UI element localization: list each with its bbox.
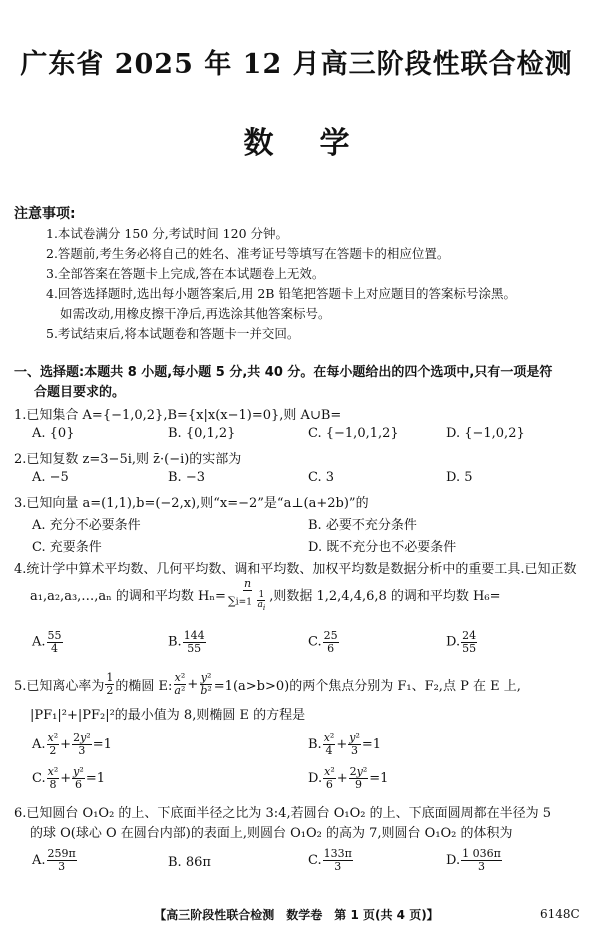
q1-option-a: A. {0} xyxy=(32,426,75,441)
q4-stem-part1: a₁,a₂,a₃,…,aₙ 的调和平均数 Hₙ= xyxy=(30,589,226,605)
question-5-stem: 5.已知离心率为 $\frac{1}{2}$ 的椭圆 E: $\frac{\text{x²}}{\text{a²}}$ + $\frac{\text{y²}}{\text{b²}}$ =1(a>b>0)的两个焦点分别为 F₁、F₂,点 P 在 E 上, xyxy=(14,671,521,697)
q4-option-a: A. $\frac{55}{4}$ xyxy=(32,629,62,655)
note-item: 4.回答选择题时,选出每小题答案后,用 2B 铅笔把答题卡上对应题目的答案标号涂黑。 xyxy=(46,286,516,301)
question-2-stem: 2.已知复数 z=3−5i,则 z̄·(−i)的实部为 xyxy=(14,452,242,467)
q5-option-a: A. $\frac{\text{x²}}{2}$ + $\frac{\text{2y²}}{3}$ =1 xyxy=(32,731,112,757)
question-4-stem: 4.统计学中算术平均数、几何平均数、调和平均数、加权平均数是数据分析中的重要工具.已知正数 xyxy=(14,562,577,577)
harmonic-mean-fraction: n ∑i=1 $\frac{1}{a_i}$ xyxy=(227,577,266,612)
paper-code: 6148C xyxy=(540,907,580,921)
section-heading-cont: 合题目要求的。 xyxy=(34,385,126,400)
question-1-stem: 1.已知集合 A={−1,0,2},B={x|x(x−1)=0},则 A∪B= xyxy=(14,408,342,423)
q6-option-d: D. $\frac{1 036\pi}{3}$ xyxy=(446,847,501,873)
note-item: 如需改动,用橡皮擦干净后,再选涂其他答案标号。 xyxy=(60,306,331,321)
subject-title: 数学 xyxy=(243,126,396,161)
q4-stem-part2: ,则数据 1,2,4,4,6,8 的调和平均数 H₆= xyxy=(269,589,501,605)
q3-option-b: B. 必要不充分条件 xyxy=(308,518,417,533)
q6-option-b: B. 86π xyxy=(168,855,211,870)
q5-option-b: B. $\frac{\text{x²}}{4}$ + $\frac{\text{y²}}{3}$ =1 xyxy=(308,731,382,757)
question-6-stem: 6.已知圆台 O₁O₂ 的上、下底面半径之比为 3:4,若圆台 O₁O₂ 的上、下底面圆周都在半径为 5 xyxy=(14,806,551,821)
question-4-formula-line xyxy=(30,578,500,612)
q6-option-a: A. $\frac{259\pi}{3}$ xyxy=(32,847,76,873)
q1-option-b: B. {0,1,2} xyxy=(168,426,236,441)
q2-option-d: D. 5 xyxy=(446,470,473,485)
exam-title: 广东省 2025 年 12 月高三阶段性联合检测 xyxy=(20,49,573,80)
q3-option-a: A. 充分不必要条件 xyxy=(32,518,141,533)
q2-option-b: B. −3 xyxy=(168,470,205,485)
page-footer: 【高三阶段性联合检测 数学卷 第 1 页(共 4 页)】 xyxy=(154,908,439,922)
q1-option-d: D. {−1,0,2} xyxy=(446,426,525,441)
question-3-stem: 3.已知向量 a=(1,1),b=(−2,x),则“x=−2”是“a⊥(a+2b)”的 xyxy=(14,496,369,511)
section-heading: 一、选择题:本题共 8 小题,每小题 5 分,共 40 分。在每小题给出的四个选项中,只有一项是符 xyxy=(14,365,553,380)
q2-option-c: C. 3 xyxy=(308,470,335,485)
q3-option-d: D. 既不充分也不必要条件 xyxy=(308,540,457,555)
q4-option-c: C. $\frac{25}{6}$ xyxy=(308,629,338,655)
q5-option-c: C. $\frac{\text{x²}}{8}$ + $\frac{\text{y²}}{6}$ =1 xyxy=(32,765,105,791)
question-5-stem-cont: |PF₁|²+|PF₂|²的最小值为 8,则椭圆 E 的方程是 xyxy=(30,708,306,723)
note-item: 3.全部答案在答题卡上完成,答在本试题卷上无效。 xyxy=(46,266,325,281)
q2-option-a: A. −5 xyxy=(32,470,69,485)
note-item: 5.考试结束后,将本试题卷和答题卡一并交回。 xyxy=(46,326,300,341)
question-6-stem-cont: 的球 O(球心 O 在圆台内部)的表面上,则圆台 O₁O₂ 的高为 7,则圆台 O₁O₂ 的体积为 xyxy=(30,826,513,841)
q4-option-b: B. $\frac{144}{55}$ xyxy=(168,629,205,655)
note-item: 2.答题前,考生务必将自己的姓名、准考证号等填写在答题卡的相应位置。 xyxy=(46,246,450,261)
q6-option-c: C. $\frac{133\pi}{3}$ xyxy=(308,847,352,873)
q4-option-d: D. $\frac{24}{55}$ xyxy=(446,629,477,655)
q3-option-c: C. 充要条件 xyxy=(32,540,102,555)
q5-option-d: D. $\frac{\text{x²}}{6}$ + $\frac{\text{2y²}}{9}$ =1 xyxy=(308,765,389,791)
notes-heading: 注意事项: xyxy=(14,206,76,222)
note-item: 1.本试卷满分 150 分,考试时间 120 分钟。 xyxy=(46,226,289,241)
q1-option-c: C. {−1,0,1,2} xyxy=(308,426,399,441)
